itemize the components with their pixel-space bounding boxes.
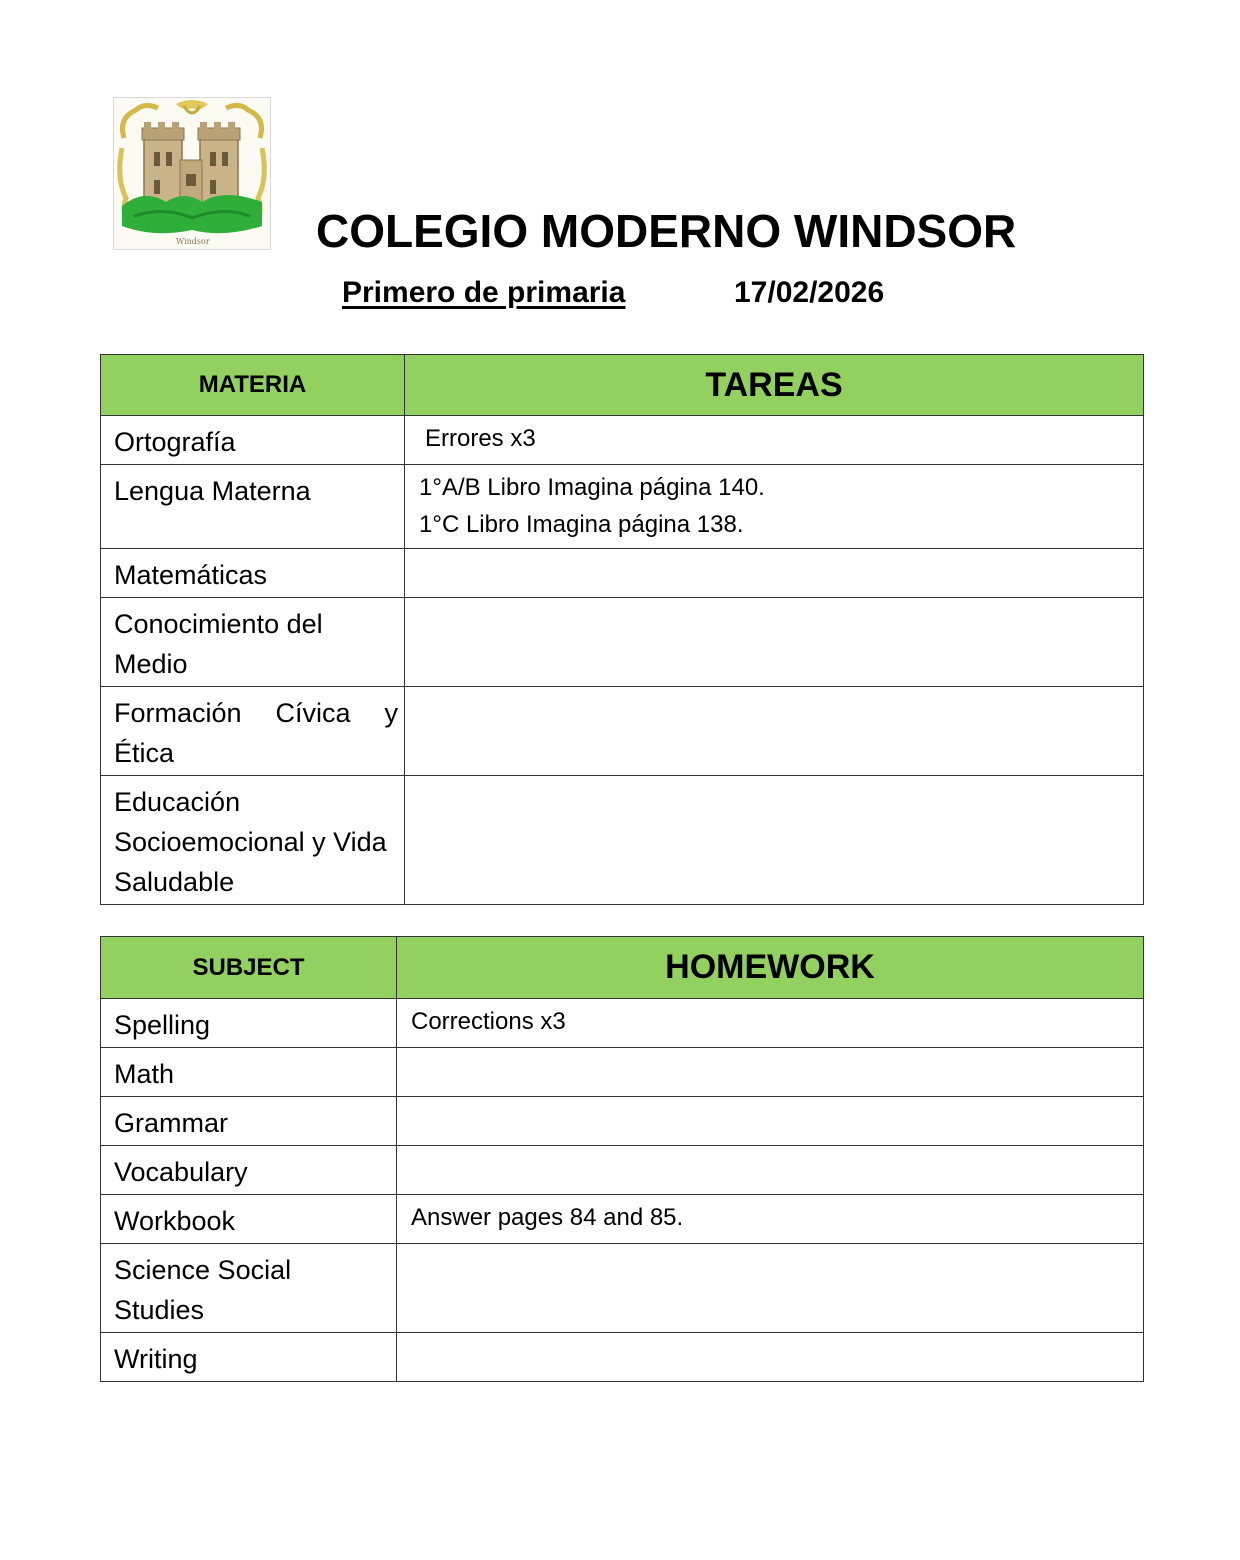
- table-row: [101, 1048, 1144, 1097]
- task-cell: [405, 549, 1144, 598]
- table-row: [101, 549, 1144, 598]
- task-text: Errores x3: [425, 425, 536, 452]
- materia-header: MATERIA: [101, 355, 405, 416]
- tareas-header: TAREAS: [405, 355, 1144, 416]
- task-cell: [397, 1244, 1144, 1333]
- homework-table: [100, 936, 1144, 1382]
- svg-text:Windsor: Windsor: [176, 237, 210, 246]
- homework-header: HOMEWORK: [397, 937, 1144, 999]
- subject-text: Formación Cívica y Ética: [114, 698, 398, 768]
- subject-cell: Matemáticas: [101, 549, 405, 598]
- subject-cell: Educación Socioemocional y Vida Saludable: [101, 776, 405, 905]
- table-row: [101, 1333, 1144, 1382]
- table-header-row: [101, 355, 1144, 416]
- castle-crest-icon: [114, 98, 270, 249]
- subject-cell: Grammar: [101, 1097, 397, 1146]
- subject-cell: [101, 687, 405, 776]
- tareas-table: [100, 354, 1144, 905]
- school-title: COLEGIO MODERNO WINDSOR: [316, 205, 1017, 257]
- subject-cell: Writing: [101, 1333, 397, 1382]
- task-text: 1°A/B Libro Imagina página 140.: [419, 474, 765, 501]
- subject-cell: [101, 1244, 397, 1333]
- task-cell: [405, 687, 1144, 776]
- task-cell: [405, 776, 1144, 905]
- task-cell: [397, 1048, 1144, 1097]
- date-label: 17/02/2026: [734, 276, 885, 309]
- table-row: [101, 776, 1144, 905]
- subject-cell: Spelling: [101, 999, 397, 1048]
- table-row: [101, 1097, 1144, 1146]
- task-cell: [397, 1333, 1144, 1382]
- task-cell: Answer pages 84 and 85.: [397, 1195, 1144, 1244]
- task-cell: [397, 1097, 1144, 1146]
- subject-cell: Conocimiento del Medio: [101, 598, 405, 687]
- subject-cell: Ortografía: [101, 416, 405, 465]
- table-header-row: [101, 937, 1144, 999]
- table-row: [101, 1146, 1144, 1195]
- task-cell: Corrections x3: [397, 999, 1144, 1048]
- table-row: [101, 1195, 1144, 1244]
- table-row: [101, 465, 1144, 549]
- subject-header: SUBJECT: [101, 937, 397, 999]
- subject-cell: Math: [101, 1048, 397, 1097]
- table-row: [101, 598, 1144, 687]
- task-cell: [405, 416, 1144, 465]
- grade-label: Primero de primaria: [342, 276, 626, 309]
- task-cell: [397, 1146, 1144, 1195]
- task-cell: [405, 598, 1144, 687]
- task-cell: [405, 465, 1144, 549]
- task-text-2: 1°C Libro Imagina página 138.: [419, 511, 744, 538]
- table-row: [101, 999, 1144, 1048]
- subject-cell: Lengua Materna: [101, 465, 405, 549]
- school-logo: [113, 97, 271, 250]
- table-row: [101, 687, 1144, 776]
- subject-text: Science Social Studies: [114, 1255, 292, 1325]
- subject-cell: Workbook: [101, 1195, 397, 1244]
- table-row: [101, 416, 1144, 465]
- table-row: [101, 1244, 1144, 1333]
- subject-cell: Vocabulary: [101, 1146, 397, 1195]
